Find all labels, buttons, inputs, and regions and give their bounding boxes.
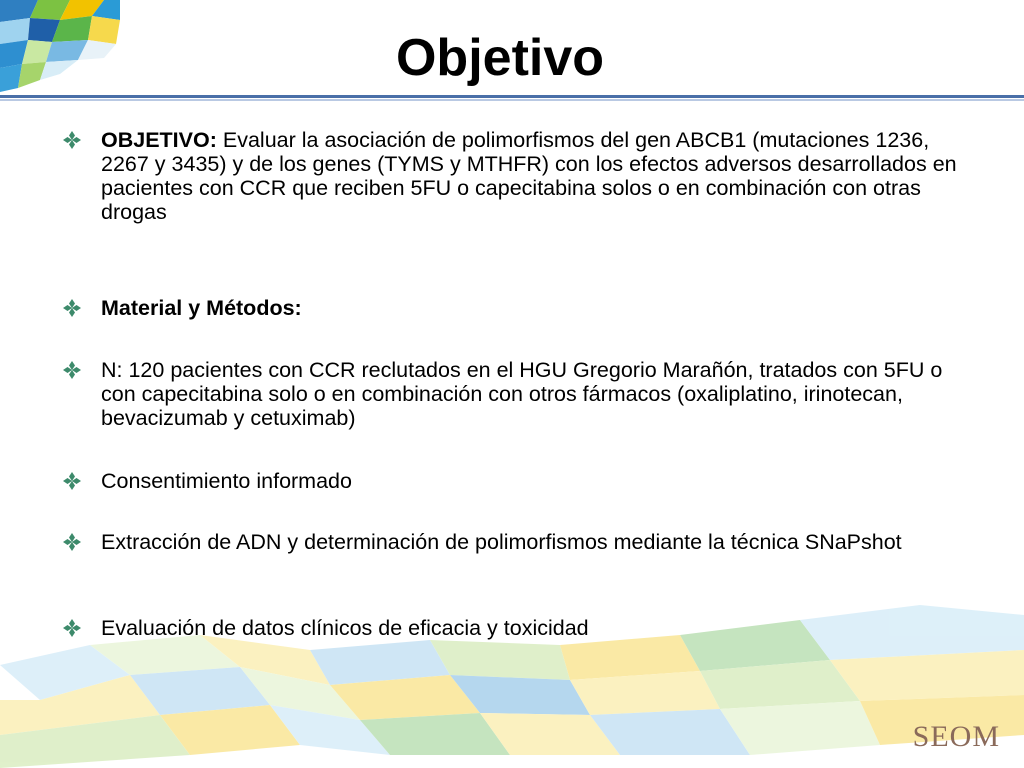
bullet-lead: OBJETIVO: [101, 128, 217, 152]
bullet-objetivo [60, 128, 960, 224]
diamond-bullet-icon [63, 361, 81, 379]
bullet-text: Extracción de ADN y determinación de polimorfismos mediante la técnica SNaPshot [101, 530, 902, 554]
bullet-text: Evaluar la asociación de polimorfismos del gen ABCB1 (mutaciones 1236, 2267 y 3435) y de los genes (TYMS y MTHFR) con los efectos adversos desarrollados en pacientes con CCR que reciben 5FU o capecitabina solos o en combinación con otras drogas [101, 128, 957, 224]
seom-brand-logo: SEOM [912, 720, 1000, 753]
diamond-bullet-icon [63, 131, 81, 149]
bullet-lead: Material y Métodos: [101, 296, 302, 320]
bullet-dna-extraction [60, 530, 902, 554]
diamond-bullet-icon [63, 472, 81, 490]
diamond-bullet-icon [63, 533, 81, 551]
bullet-text: Evaluación de datos clínicos de eficacia y toxicidad [101, 616, 589, 640]
bullet-patients [60, 358, 960, 430]
diamond-bullet-icon [63, 299, 81, 317]
bullet-text: Consentimiento informado [101, 469, 352, 493]
bullet-material-metodos [60, 296, 302, 320]
title-underline-rule [0, 95, 1024, 105]
bullet-consent [60, 469, 352, 493]
bullet-text: N: 120 pacientes con CCR reclutados en el HGU Gregorio Marañón, tratados con 5FU o con capecitabina solo o en combinación con otros fármacos (oxaliplatino, irinotecan, bevacizumab y cetuximab) [101, 358, 943, 430]
footer-mosaic-decoration [0, 605, 1024, 768]
slide-title: Objetivo [395, 29, 605, 87]
